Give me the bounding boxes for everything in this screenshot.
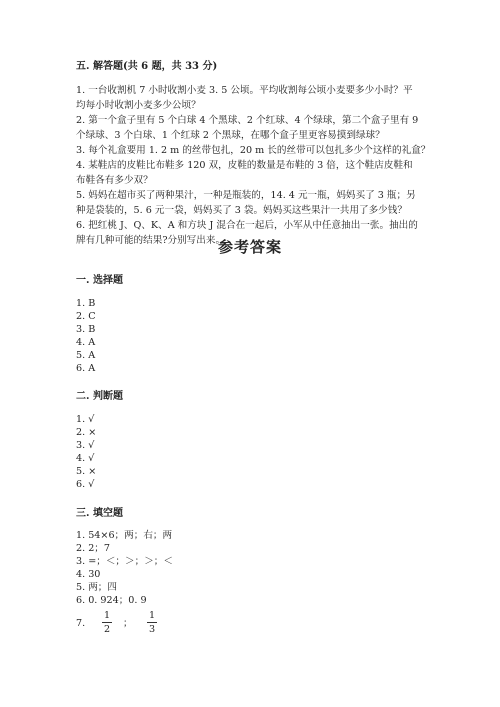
answer-item: 3. =；＜；＞；＞；＜	[76, 556, 173, 567]
answer-item: 2. C	[76, 311, 96, 322]
answer-item: 5. ×	[76, 466, 97, 477]
answer-key-title: 参考答案	[217, 238, 282, 256]
answer-item-number: 7.	[76, 618, 86, 629]
answer-item: 5. 两；四	[76, 582, 117, 593]
question-line: 牌有几种可能的结果?分别写出来。	[76, 235, 226, 246]
question-list	[76, 83, 431, 248]
answer-item: 4. √	[76, 453, 95, 464]
answer-item: 4. A	[76, 337, 96, 348]
question-line: 种是袋装的，5. 6 元一袋，妈妈买了 3 袋。妈妈买这些果汁一共用了多少钱？	[76, 205, 407, 216]
answer-item: 3. √	[76, 440, 95, 451]
answer-list-fill-blank	[76, 529, 276, 607]
fraction-numerator: 1	[103, 610, 111, 621]
question-line: 1. 一台收割机 7 小时收割小麦 3. 5 公顷。平均收割每公顷小麦要多少小时？平	[76, 85, 413, 96]
question-line: 2. 第一个盒子里有 5 个白球 4 个黑球、2 个红球、4 个绿球，第二个盒子里有 9	[76, 115, 419, 126]
answer-item: 6. 0. 924；0. 9	[76, 595, 147, 606]
answer-list-judgement	[76, 413, 276, 491]
question-line: 布鞋各有多少双？	[76, 175, 153, 186]
section-heading-fill-blank: 三. 填空题	[76, 508, 123, 519]
answer-list-choice	[76, 297, 276, 375]
question-line: 个绿球、3 个白球、1 个红球 2 个黑球，在哪个盒子里更容易摸到绿球？	[76, 130, 385, 141]
section-heading-solve: 五. 解答题(共 6 题，共 33 分)	[76, 61, 218, 72]
fraction-bar	[147, 622, 157, 623]
answer-item: 4. 30	[76, 569, 101, 580]
question-line: 6. 把红桃 J、Q、K、A 和方块 J 混合在一起后，小军从中任意抽出一张。抽出的	[76, 220, 418, 231]
answer-item: 6. A	[76, 363, 96, 374]
fraction-one-half	[102, 610, 112, 635]
answer-item: 5. A	[76, 350, 96, 361]
question-line: 3. 每个礼盒要用 1. 2 m 的丝带包扎，20 m 长的丝带可以包扎多少个这样的礼盒？	[76, 145, 431, 156]
answer-separator: ；	[123, 618, 133, 629]
fraction-bar	[102, 622, 112, 623]
fraction-numerator: 1	[148, 610, 156, 621]
question-line: 5. 妈妈在超市买了两种果汁，一种是瓶装的，14. 4 元一瓶，妈妈买了 3 瓶；另	[76, 190, 416, 201]
answer-item: 2. ×	[76, 427, 97, 438]
answer-item: 2. 2；7	[76, 543, 111, 554]
section-heading-choice: 一. 选择题	[76, 275, 123, 286]
answer-item: 1. √	[76, 414, 95, 425]
question-line: 均每小时收割小麦多少公顷？	[76, 100, 201, 111]
question-line: 4. 某鞋店的皮鞋比布鞋多 120 双，皮鞋的数量是布鞋的 3 倍，这个鞋店皮鞋和	[76, 160, 413, 171]
answer-item-fractions	[76, 610, 276, 636]
fraction-denominator: 2	[103, 624, 111, 635]
fraction-denominator: 3	[148, 624, 156, 635]
section-heading-judgement: 二. 判断题	[76, 391, 123, 402]
answer-item: 3. B	[76, 324, 96, 335]
answer-item: 1. B	[76, 298, 96, 309]
answer-item: 1. 54×6；两；右；两	[76, 530, 173, 541]
answer-item: 6. √	[76, 479, 95, 490]
fraction-one-third	[147, 610, 157, 635]
